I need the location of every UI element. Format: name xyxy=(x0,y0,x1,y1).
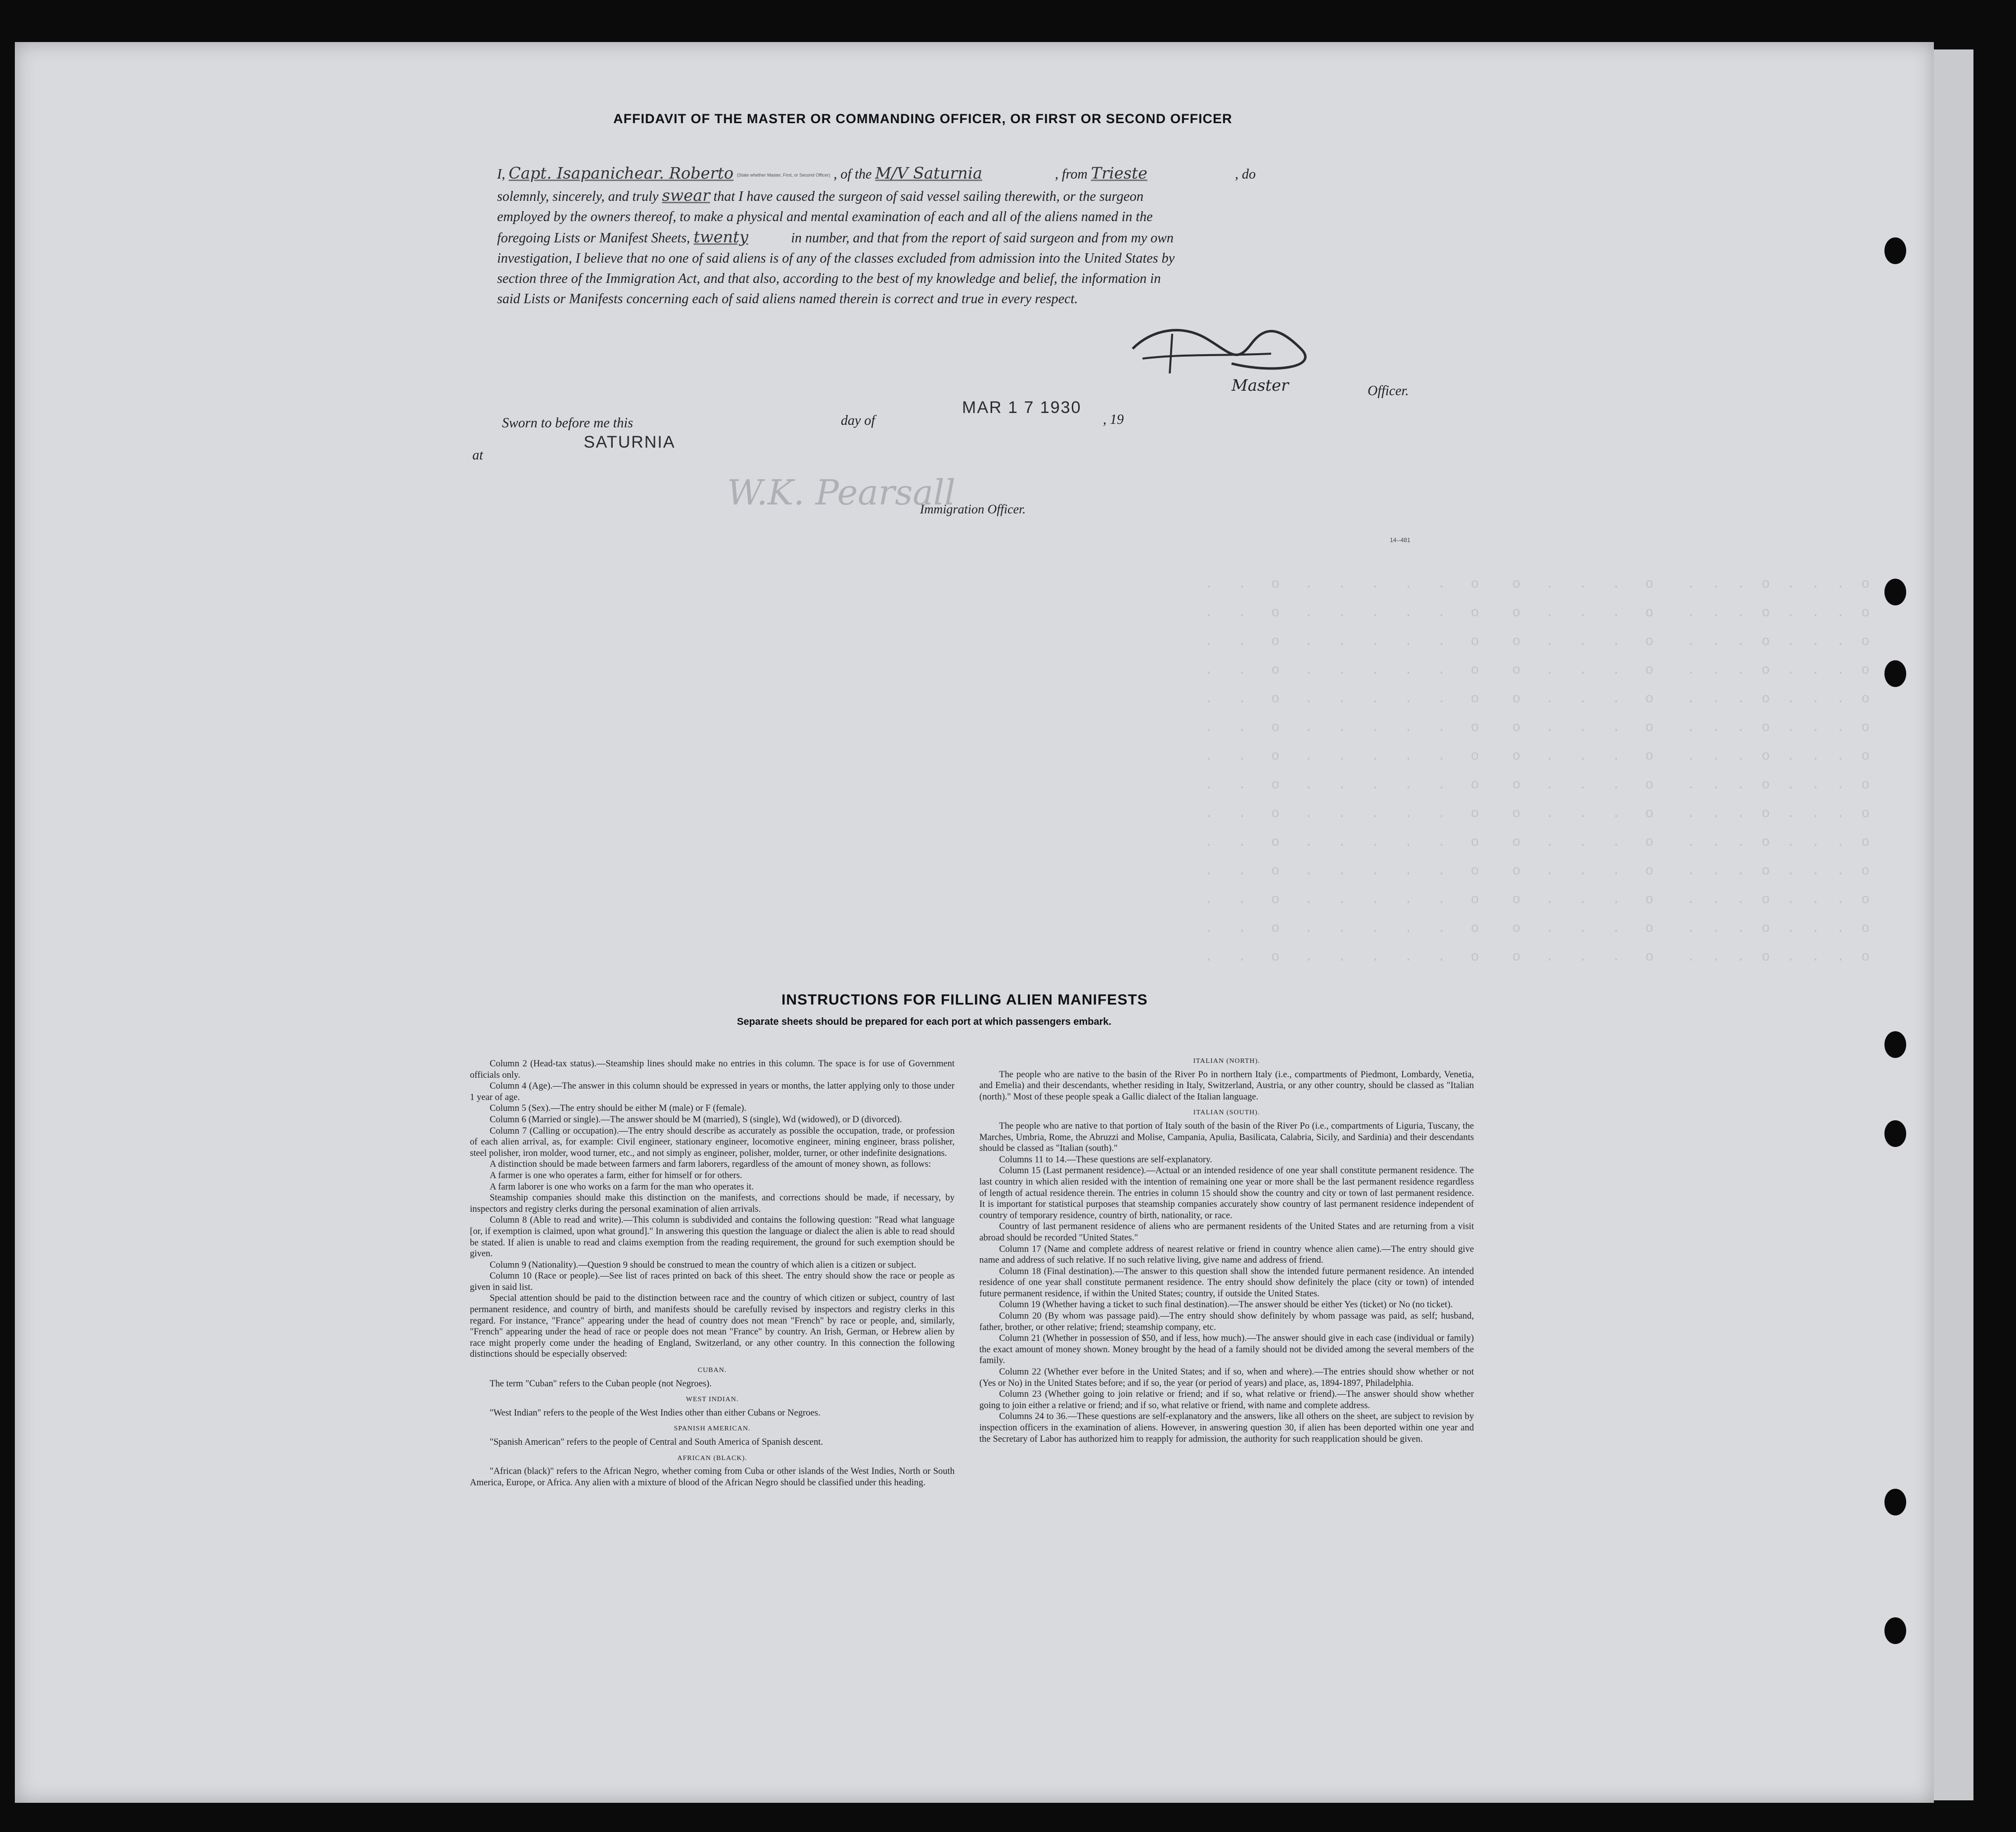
rank-note: (State whether Master, First, or Second Officer) xyxy=(737,173,830,178)
instruction-col4: Column 4 (Age).—The answer in this column should be expressed in years or months, the latter applying only to those under 1 year of age. xyxy=(470,1081,955,1102)
instruction-farm-1: A distinction should be made between farmers and farm laborers, regardless of the amount of money shown, as follows: xyxy=(490,1159,931,1170)
instruction-col24: Columns 24 to 36.—These questions are self-explanatory and the answers, like all others on the sheet, are subject to revision by inspection officers in the examination of aliens. However, in answering question 30, if alien has been deported within one year and the Secretary of Labor has authorized him to reapply for admission, the authority for such reapplication should be given. xyxy=(979,1411,1474,1444)
instruction-col17: Column 17 (Name and complete address of nearest relative or friend in country whence alien came).—The entry should give name and address of such relative. If no such relative living, give name and address of friend. xyxy=(979,1243,1474,1266)
west-indian-heading: WEST INDIAN. xyxy=(686,1396,739,1404)
instruction-col20: Column 20 (By whom was passage paid).—The entry should show definitely by whom passage was paid, as self; husband, father, brother, or other relative; friend; steamship company, etc. xyxy=(979,1311,1474,1332)
instruction-farm-2: A farmer is one who operates a farm, either for himself or for others. xyxy=(490,1170,742,1181)
instruction-col22: Column 22 (Whether ever before in the United States; and if so, when and where).—The entries should show whether or not (Yes or No) in the United States before; and if so, the year (or period of years) and place, as, 1894-1897, Philadelphia. xyxy=(979,1367,1474,1388)
affidavit-i: I, xyxy=(497,167,505,182)
affidavit-title: AFFIDAVIT OF THE MASTER OR COMMANDING OFFICER, OR FIRST OR SECOND OFFICER xyxy=(613,111,1233,126)
do-label: , do xyxy=(1235,167,1256,182)
west-indian-text: "West Indian" refers to the people of the West Indies other than either Cubans or Negroes. xyxy=(490,1407,821,1418)
year-prefix: , 19 xyxy=(1103,412,1124,427)
italian-north-text: The people who are native to the basin of the River Po in northern Italy (i.e., compartments of Piedmont, Lombardy, Venetia, and Emelia) and their descendants, whether residing in Italy, Switzerland, Austria, or any other country, should be classed as "Italian (north)." Most of these people speak a Gallic dialect of the Italian language. xyxy=(979,1069,1474,1102)
master-signature xyxy=(1123,319,1330,388)
margin-code: 14--481 xyxy=(1390,537,1411,544)
day-of-label: day of xyxy=(841,413,875,428)
vessel-name-field: M/V Saturnia xyxy=(875,164,982,183)
african-text: "African (black)" refers to the African Negro, whether coming from Cuba or other islands of the West Indies, North or South America, Europe, or Africa. Any alien with a mixture of blood of the African Negro should be classified under this heading. xyxy=(470,1466,955,1488)
binder-hole-2 xyxy=(1884,579,1906,605)
instruction-col15: Column 15 (Last permanent residence).—Actual or an intended residence of one year shall constitute permanent residence. The last country in which alien resided with the intention of remaining one year or more shall be the last permanent residence regardless of length of actual residence therein. The entries in column 15 should show the country and city or town of last permanent residence. It is important for statistical purposes that steamship companies accurately show country of last permanent residence independent of country of temporary residence, country of birth, nationality, or race. xyxy=(979,1165,1474,1221)
binder-hole-6 xyxy=(1884,1489,1906,1515)
from-label: , from xyxy=(1054,167,1088,182)
instruction-col8: Column 8 (Able to read and write).—This column is subdivided and contains the following question: "Read what language [or, if exemption is claimed, upon what ground]." In answering this question the language or dialect the alien is able to read should be stated. If alien is unable to read and claims exemption from the reading requirement, the ground for such exemption should be given. xyxy=(470,1215,955,1259)
affidavit-line-7: said Lists or Manifests concerning each of said aliens named therein is correct and true in every respect. xyxy=(497,291,1078,307)
instruction-col21: Column 21 (Whether in possession of $50, and if less, how much).—The answer should give in each case (individual or family) the exact amount of money shown. Money brought by the head of a family should not be divided among the several members of the family. xyxy=(979,1333,1474,1366)
instructions-title: INSTRUCTIONS FOR FILLING ALIEN MANIFESTS xyxy=(781,992,1148,1008)
italian-north-heading: ITALIAN (NORTH). xyxy=(1193,1057,1260,1065)
officer-name-field: Capt. Isapanichear. Roberto xyxy=(508,164,733,183)
affidavit-text: solemnly, sincerely, and truly xyxy=(497,189,659,205)
affidavit-line-2 xyxy=(497,185,1437,207)
instruction-col18: Column 18 (Final destination).—The answer to this question shall show the intended future permanent residence. An intended residence of one year shall constitute permanent residence. The entry should show definitely the place (city or town) of intended future permanent residence, if within the United States; country, if outside the United States. xyxy=(979,1266,1474,1299)
affidavit-body xyxy=(497,163,1437,309)
instructions-left-column xyxy=(470,1058,955,1488)
of-the-label: , of the xyxy=(833,167,872,182)
binder-hole-3 xyxy=(1884,660,1906,687)
binder-hole-4 xyxy=(1884,1031,1906,1058)
officer-label: Officer. xyxy=(1368,383,1409,399)
binder-hole-7 xyxy=(1884,1617,1906,1644)
adjacent-page-edge xyxy=(1929,49,1973,1800)
instructions-right-column xyxy=(979,1051,1474,1445)
instruction-farm-3: A farm laborer is one who works on a farm for the man who operates it. xyxy=(490,1181,754,1192)
instruction-col23: Column 23 (Whether going to join relative or friend; and if so, what relative or friend).—The answer should show whether going to join either a relative or friend; and if so, what relative or friend, with name and complete address. xyxy=(979,1389,1474,1411)
binder-hole-1 xyxy=(1884,237,1906,264)
instruction-special: Special attention should be paid to the distinction between race and the country of which citizen or subject, country of last permanent residence, and country of birth, and manifests should be carefully revised by inspectors and registry clerks in this regard. For instance, "France" appearing under the head of country does not mean "French" by race or people, and, similarly, "French" appearing under the head of race or people does not mean "France" by country. An Irish, German, or Hebrew alien by race might properly come under the heading of England, Switzerland, or any other country. In this connection the following distinctions should be especially observed: xyxy=(470,1293,955,1360)
affidavit-line-4 xyxy=(497,227,1437,248)
affidavit-text: foregoing Lists or Manifest Sheets, xyxy=(497,230,690,246)
spanish-american-text: "Spanish American" refers to the people of Central and South America of Spanish descent. xyxy=(490,1437,824,1447)
instruction-col5: Column 5 (Sex).—The entry should be either M (male) or F (female). xyxy=(490,1103,746,1114)
instructions-subtitle: Separate sheets should be prepared for each port at which passengers embark. xyxy=(737,1016,1111,1027)
instruction-farm-4: Steamship companies should make this distinction on the manifests, and corrections should be made, if necessary, by inspectors and registry clerks during the personal examination of alien arrivals. xyxy=(470,1192,955,1214)
affidavit-text: in number, and that from the report of said surgeon and from my own xyxy=(791,230,1174,246)
affidavit-text: that I have caused the surgeon of said vessel sailing therewith, or the surgeon xyxy=(713,189,1144,205)
manifest-sheet xyxy=(15,42,1934,1803)
place-stamp: SATURNIA xyxy=(584,433,676,452)
immigration-officer-label: Immigration Officer. xyxy=(920,502,1026,516)
spanish-american-heading: SPANISH AMERICAN. xyxy=(674,1425,751,1433)
affidavit-line-3: employed by the owners thereof, to make a physical and mental examination of each and all of the aliens named in the xyxy=(497,209,1153,225)
instruction-col9: Column 9 (Nationality).—Question 9 should be construed to mean the country of which alien is a citizen or subject. xyxy=(490,1259,916,1270)
affidavit-line-6: section three of the Immigration Act, and that also, according to the best of my knowledge and belief, the information in xyxy=(497,271,1161,287)
immigration-officer-signature: W.K. Pearsall xyxy=(727,472,956,513)
instruction-col15b: Country of last permanent residence of aliens who are permanent residents of the United States and are returning from a visit abroad should be recorded "United States." xyxy=(979,1221,1474,1243)
instruction-col10: Column 10 (Race or people).—See list of races printed on back of this sheet. The entry should show the race or people as given in said list. xyxy=(470,1271,955,1292)
signature-rank: Master xyxy=(1232,376,1289,395)
italian-south-text: The people who are native to that portion of Italy south of the basin of the River Po (i.e., compartments of Liguria, Tuscany, the Marches, Umbria, Rome, the Abruzzi and Molise, Campania, Apulia, Basilicata, Calabria, Sicily, and Sardinia) and their descendants should be classed as "Italian (south)." xyxy=(979,1120,1474,1154)
binder-hole-5 xyxy=(1884,1120,1906,1147)
port-field: Trieste xyxy=(1091,164,1147,183)
sworn-label: Sworn to before me this xyxy=(502,415,633,431)
instruction-col7: Column 7 (Calling or occupation).—The entry should describe as accurately as possible the occupation, trade, or profession of each alien arrival, as, for example: Civil engineer, stationary engineer, locomotive engineer, mining engineer, brass polisher, steel polisher, iron molder, wood turner, etc., and not simply as engineer, polisher, molder, turner, or other indefinite designations. xyxy=(470,1125,955,1158)
instruction-col19: Column 19 (Whether having a ticket to such final destination).—The answer should be either Yes (ticket) or No (no ticket). xyxy=(999,1299,1453,1310)
african-heading: AFRICAN (BLACK). xyxy=(677,1454,747,1462)
instruction-col2: Column 2 (Head-tax status).—Steamship lines should make no entries in this column. The space is for use of Government officials only. xyxy=(470,1058,955,1080)
cuban-text: The term "Cuban" refers to the Cuban people (not Negroes). xyxy=(490,1378,712,1389)
oath-field: swear xyxy=(662,186,710,205)
instruction-col11: Columns 11 to 14.—These questions are self-explanatory. xyxy=(999,1154,1212,1165)
at-label: at xyxy=(472,448,483,463)
date-stamp: MAR 1 7 1930 xyxy=(962,398,1082,417)
affidavit-line-1 xyxy=(497,163,1437,185)
instruction-col6: Column 6 (Married or single).—The answer should be M (married), S (single), Wd (widowed), or D (divorced). xyxy=(490,1114,902,1125)
italian-south-heading: ITALIAN (SOUTH). xyxy=(1193,1109,1260,1117)
bleed-through-text: o . . . o . . . o . . . o o . . . . . o . . o . . . o . . . o . . . o o . . . . . o . . o . . . o . . . o . . . o o . . . . . o . . o . . . o . . . o . . . o o . . . . . o . . o . . . o . . . o . . . o o . . . . . o . . o . . . o . . . o . . . o o . . . . . o . . o . . . o . . . o . . . o o . . . . . o . . o . . . o . . . o . . . o o . . . . . o . . o . . . o . . . o . . . o o . . . . . o . . o . . . o . . . o . . . o o . . . . . o . . o . . . o . . . o . . . o o . . . . . o . . o . . . o . . . o . . . o o . . . . . o . . o . . . o . . . o . . . o o . . . . . o . . o . . . o . . . o . . . o o . . . . . o . . xyxy=(1204,577,1870,965)
sheet-count-field: twenty xyxy=(693,228,748,247)
cuban-heading: CUBAN. xyxy=(697,1367,727,1374)
affidavit-line-5: investigation, I believe that no one of said aliens is of any of the classes excluded from admission into the United States by xyxy=(497,251,1175,267)
